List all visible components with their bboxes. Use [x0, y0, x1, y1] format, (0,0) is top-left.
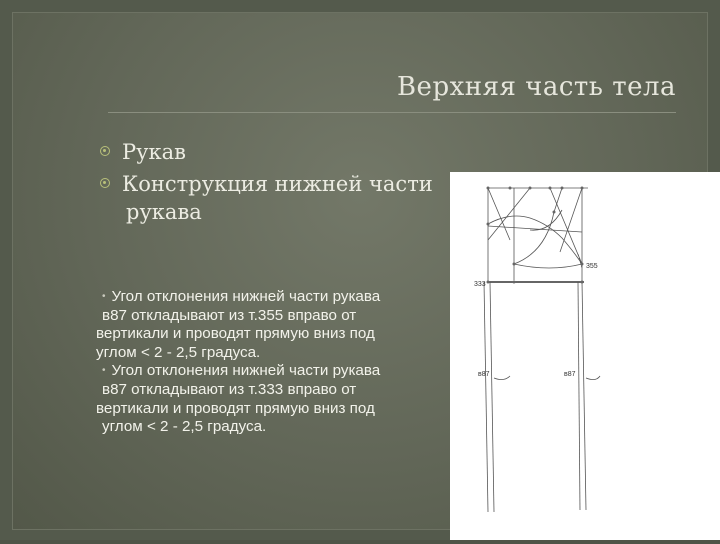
pattern-point	[513, 263, 516, 266]
paragraph-1-line3: вертикали и проводят прямую вниз под	[96, 325, 375, 343]
pattern-cap-line	[488, 188, 530, 240]
angle-arc-right	[586, 376, 600, 380]
label-333: 333	[474, 281, 486, 288]
paragraph-2-line4: углом < 2 - 2,5 градуса.	[102, 418, 267, 436]
sleeve-pattern-svg	[450, 172, 720, 540]
bullet-lower-sleeve-construction	[100, 170, 440, 226]
paragraph-1-line1: • Угол отклонения нижней части рукава	[102, 288, 381, 305]
pattern-lower-left-line	[490, 282, 494, 512]
sleeve-pattern-drawing	[450, 172, 720, 540]
pattern-point	[581, 281, 584, 284]
label-355: 355	[586, 263, 598, 270]
bullet-circle-icon	[100, 178, 110, 188]
bullet-text-line2: рукава	[126, 200, 202, 224]
bullet-text-line1: Конструкция нижней части	[122, 172, 433, 196]
pattern-point	[487, 187, 490, 190]
bullet-sleeve	[100, 138, 186, 166]
instructions-text	[96, 288, 446, 437]
angle-arc-left	[494, 376, 510, 380]
slide-title: Верхняя часть тела	[396, 72, 676, 102]
pattern-cap-curve	[514, 264, 582, 268]
pattern-point	[487, 223, 490, 226]
paragraph-2-line1: • Угол отклонения нижней части рукава	[102, 362, 381, 380]
paragraph-2-line2: в87 откладывают из т.333 вправо от	[102, 380, 357, 398]
paragraph-1-line4: углом < 2 - 2,5 градуса.	[96, 343, 261, 361]
title-divider	[108, 112, 676, 113]
pattern-cap-line	[488, 188, 510, 240]
pattern-point	[581, 263, 584, 266]
pattern-point	[487, 281, 490, 284]
paragraph-1-line2: в87 откладывают из т.355 вправо от	[102, 306, 357, 324]
pattern-cap-line	[550, 188, 582, 264]
pattern-point	[553, 211, 556, 214]
pattern-lower-left-line	[484, 282, 488, 512]
pattern-cap-curve	[488, 216, 582, 264]
pattern-point	[509, 187, 512, 190]
paragraph-2-line3: вертикали и проводят прямую вниз под	[96, 399, 375, 417]
pattern-lower-right-line	[582, 282, 586, 510]
pattern-point	[549, 187, 552, 190]
bullet-dot-icon: •	[102, 291, 106, 302]
pattern-point	[513, 281, 516, 284]
bullet-text: Рукав	[122, 140, 186, 164]
pattern-point	[561, 187, 564, 190]
bullet-dot-icon: •	[102, 365, 106, 377]
bullet-circle-icon	[100, 146, 110, 156]
pattern-lower-right-line	[578, 282, 580, 510]
label-v87-right: в87	[564, 371, 576, 378]
pattern-point	[529, 187, 532, 190]
label-v87-left: в87	[478, 371, 490, 378]
pattern-point	[581, 187, 584, 190]
